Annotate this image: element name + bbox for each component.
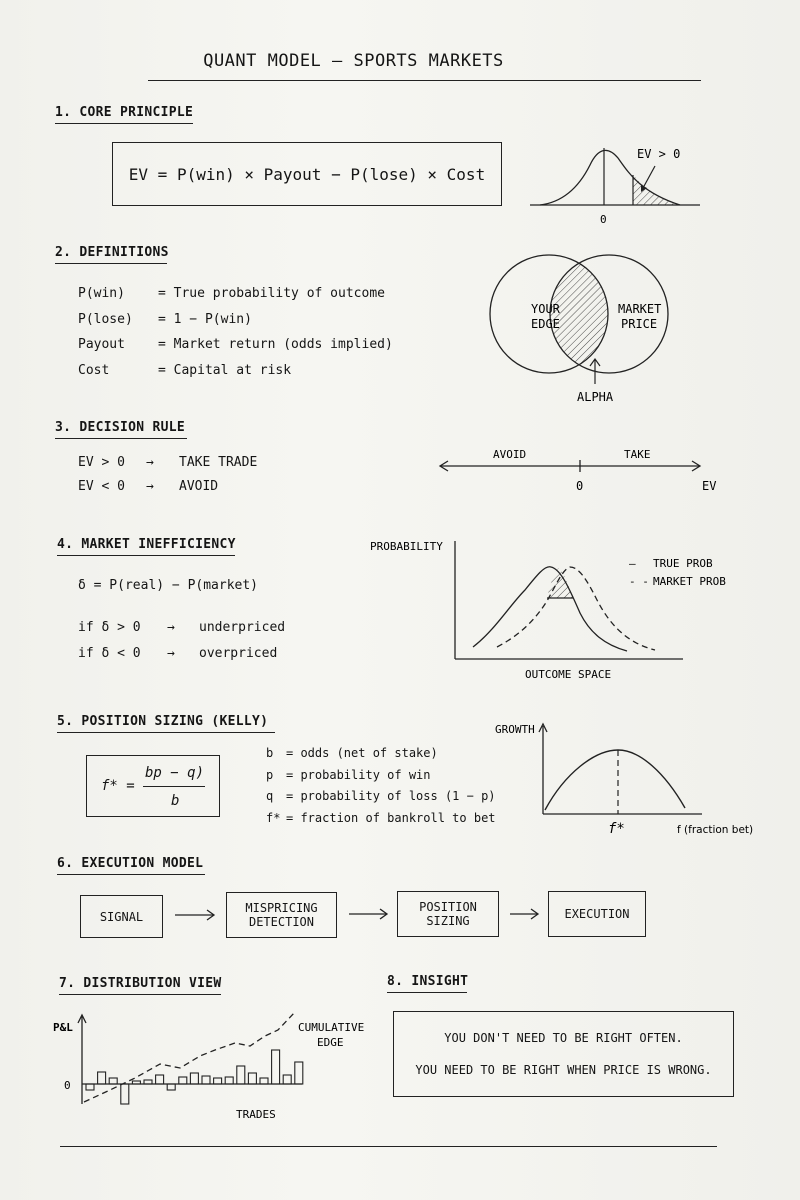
- kelly-symbol: f*: [266, 810, 281, 825]
- cumulative-edge-line: [84, 1012, 295, 1102]
- mispricing-overlap-area: [547, 568, 573, 598]
- kelly-definition: = fraction of bankroll to bet: [286, 810, 496, 825]
- kelly-definition: = odds (net of stake): [286, 746, 438, 760]
- cumulative-label-1: CUMULATIVE: [298, 1021, 365, 1034]
- definition-text: = Market return (odds implied): [158, 337, 393, 352]
- kelly-growth-plot: [490, 718, 780, 840]
- rule-condition: EV < 0: [78, 479, 125, 494]
- fraction-axis-label: f (fraction bet): [677, 824, 754, 836]
- execution-step-sizing: [397, 891, 499, 937]
- edge-venn-diagram: [505, 262, 685, 412]
- insight-box: [393, 1011, 734, 1097]
- pnl-bar: [202, 1076, 210, 1084]
- ev-distribution-plot: [520, 130, 710, 230]
- definition-term: Cost: [78, 362, 110, 378]
- growth-curve: [545, 750, 685, 810]
- heading-underline: [57, 555, 235, 556]
- definition-term: P(win): [78, 286, 125, 301]
- pnl-bar: [156, 1075, 164, 1084]
- pnl-bar: [283, 1075, 291, 1084]
- insight-line: YOU NEED TO BE RIGHT WHEN PRICE IS WRONG.: [415, 1063, 712, 1077]
- kelly-variable-row: [266, 789, 496, 811]
- heading-underline: [57, 732, 275, 733]
- definition-row: [78, 363, 393, 389]
- ev-number-line: [435, 440, 735, 500]
- step-label: SIZING: [426, 914, 470, 928]
- pnl-bars: [86, 1050, 303, 1104]
- step-label: POSITION: [419, 900, 477, 914]
- legend-dashed-symbol: - -: [629, 575, 649, 588]
- pnl-bar: [272, 1050, 280, 1084]
- trades-axis-label: TRADES: [236, 1108, 276, 1121]
- take-label: TAKE: [624, 448, 651, 461]
- definition-text: = Capital at risk: [158, 362, 292, 378]
- section-heading-insight: 8. INSIGHT: [387, 974, 469, 989]
- heading-underline: [55, 123, 193, 124]
- kelly-symbol: q: [266, 789, 274, 803]
- fraction-bar: [143, 786, 205, 787]
- rule-action: TAKE TRADE: [179, 455, 258, 470]
- ev-formula: EV = P(win) × Payout − P(lose) × Cost: [128, 164, 486, 184]
- definition-row: [78, 337, 393, 363]
- execution-step-mispricing: [226, 892, 337, 938]
- heading-underline: [387, 992, 467, 993]
- section-heading-execution: 6. EXECUTION MODEL: [57, 856, 204, 871]
- definition-text: = True probability of outcome: [158, 286, 385, 301]
- definition-text: = 1 − P(win): [158, 311, 252, 327]
- venn-left-label-1: YOUR: [531, 302, 560, 316]
- delta-rule-row: [78, 620, 285, 646]
- delta-rule-row: [78, 646, 285, 672]
- bottom-rule: [60, 1146, 717, 1147]
- definition-row: [78, 312, 393, 338]
- ev-formula-box: [112, 142, 502, 206]
- definition-term: Payout: [78, 337, 125, 352]
- delta-condition: if δ < 0: [78, 646, 141, 661]
- step-label: EXECUTION: [564, 907, 630, 921]
- kelly-variable-row: [266, 811, 496, 833]
- insight-line: YOU DON'T NEED TO BE RIGHT OFTEN.: [444, 1031, 683, 1045]
- delta-arrow: →: [167, 620, 175, 635]
- kelly-lhs: f* =: [101, 778, 135, 794]
- optimal-f-label: f*: [608, 821, 625, 837]
- decision-rule-row: [78, 455, 257, 479]
- section-heading-definitions: 2. DEFINITIONS: [55, 245, 169, 260]
- definition-row: [78, 286, 393, 312]
- kelly-definition: = probability of loss (1 − p): [286, 789, 496, 803]
- pnl-bar: [179, 1077, 187, 1084]
- rule-arrow: →: [146, 455, 154, 470]
- decision-rule-row: [78, 479, 257, 503]
- ev-axis-label: EV: [702, 479, 717, 493]
- kelly-formula-box: [86, 755, 220, 817]
- step-label: SIGNAL: [99, 909, 144, 924]
- execution-step-execution: [548, 891, 646, 937]
- page-title: QUANT MODEL — SPORTS MARKETS: [203, 51, 504, 71]
- cumulative-label-2: EDGE: [317, 1036, 344, 1049]
- section-heading-kelly: 5. POSITION SIZING (KELLY): [57, 714, 269, 729]
- venn-right-label-1: MARKET: [618, 302, 662, 316]
- pnl-bar: [132, 1081, 140, 1084]
- rule-action: AVOID: [179, 479, 219, 494]
- ev-positive-label: EV > 0: [637, 147, 681, 161]
- section-heading-core: 1. CORE PRINCIPLE: [55, 105, 194, 120]
- decision-rules: [78, 455, 257, 503]
- pnl-bar: [98, 1072, 106, 1084]
- kelly-symbol: b: [266, 746, 274, 760]
- pnl-bar: [214, 1078, 222, 1084]
- pnl-bar: [237, 1066, 245, 1084]
- pnl-bar: [225, 1077, 233, 1084]
- probability-comparison-plot: [365, 535, 735, 690]
- kelly-symbol: p: [266, 767, 274, 782]
- pnl-bar: [295, 1062, 303, 1084]
- definitions-list: [78, 286, 393, 388]
- growth-axis-label: GROWTH: [495, 723, 535, 736]
- pnl-distribution-plot: [50, 1008, 380, 1128]
- definition-term: P(lose): [78, 311, 133, 327]
- pnl-zero-label: 0: [64, 1079, 71, 1092]
- legend-true-prob: TRUE PROB: [653, 557, 713, 570]
- legend-market-prob: MARKET PROB: [653, 575, 726, 588]
- legend-solid-symbol: —: [629, 557, 636, 570]
- kelly-numerator: bp − q): [145, 765, 205, 781]
- ev-tail-area: [633, 175, 680, 205]
- pnl-bar: [260, 1078, 268, 1084]
- step-label: DETECTION: [248, 915, 315, 929]
- delta-arrow: →: [167, 646, 175, 661]
- delta-rules: [78, 620, 285, 672]
- pnl-axis-label: P&L: [53, 1021, 73, 1034]
- alpha-label: ALPHA: [577, 390, 614, 404]
- venn-right-label-2: PRICE: [621, 317, 658, 331]
- kelly-definition: = probability of win: [286, 767, 431, 782]
- probability-axis-label: PROBABILITY: [370, 540, 443, 553]
- delta-result: overpriced: [199, 646, 278, 661]
- delta-condition: if δ > 0: [78, 620, 141, 635]
- section-heading-inefficiency: 4. MARKET INEFFICIENCY: [57, 537, 236, 552]
- heading-underline: [55, 438, 187, 439]
- ev-zero-label: 0: [600, 213, 607, 226]
- pnl-bar: [248, 1073, 256, 1084]
- heading-underline: [57, 874, 205, 875]
- outcome-axis-label: OUTCOME SPACE: [525, 668, 612, 681]
- pnl-bar: [86, 1084, 94, 1090]
- venn-left-label-2: EDGE: [531, 317, 560, 331]
- pnl-bar: [121, 1084, 129, 1104]
- execution-step-signal: [80, 895, 163, 938]
- avoid-label: AVOID: [493, 448, 527, 461]
- delta-result: underpriced: [199, 620, 286, 635]
- delta-formula: δ = P(real) − P(market): [78, 578, 259, 593]
- step-label: MISPRICING: [245, 901, 318, 915]
- rule-arrow: →: [146, 479, 154, 494]
- section-heading-distribution: 7. DISTRIBUTION VIEW: [59, 976, 222, 991]
- pnl-bar: [190, 1073, 198, 1084]
- pnl-bar: [109, 1078, 117, 1084]
- kelly-variable-row: [266, 768, 496, 790]
- kelly-denominator: b: [171, 793, 180, 809]
- title-underline: [148, 80, 701, 81]
- kelly-variables: [266, 746, 496, 832]
- pnl-bar: [167, 1084, 175, 1090]
- kelly-variable-row: [266, 746, 496, 768]
- heading-underline: [59, 994, 221, 995]
- rule-condition: EV > 0: [78, 455, 125, 470]
- section-heading-decision: 3. DECISION RULE: [55, 420, 186, 435]
- true-prob-curve: [473, 567, 627, 651]
- heading-underline: [55, 263, 167, 264]
- ev-zero-tick-label: 0: [576, 479, 584, 493]
